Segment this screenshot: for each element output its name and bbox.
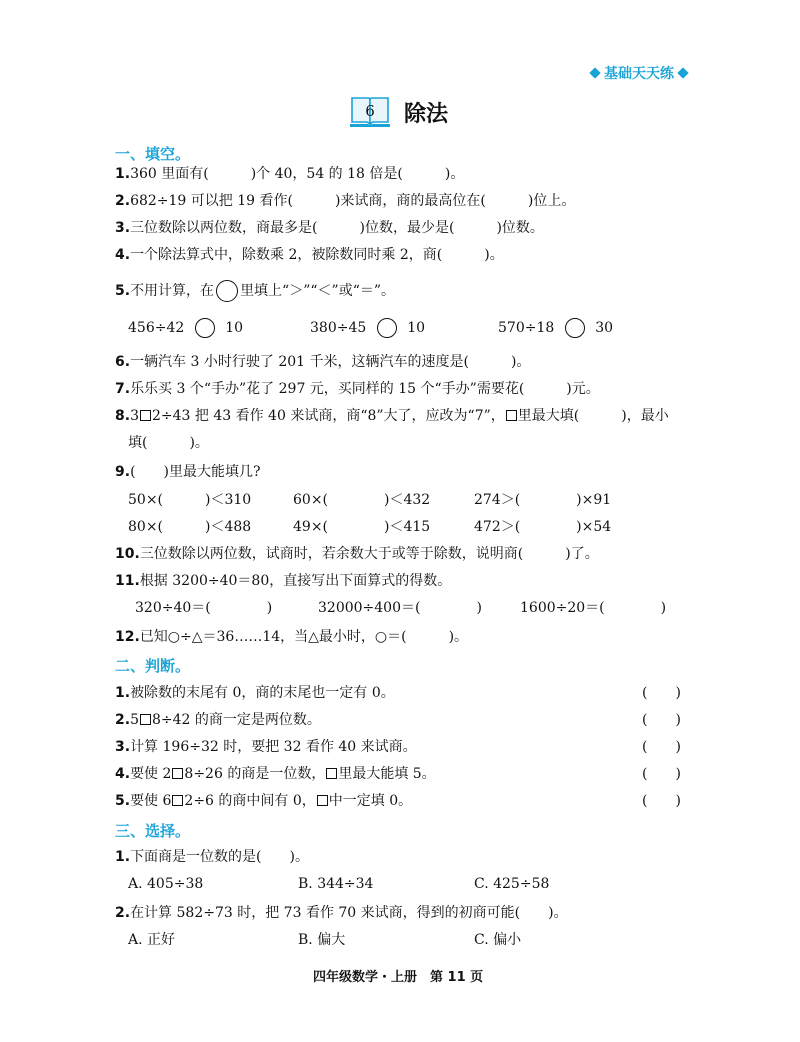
q-text: 一个除法算式中，除数乘 2，被除数同时乘 2，商( )。 [130, 247, 504, 263]
compare-right: 30 [595, 320, 614, 336]
square-blank-icon [140, 714, 151, 725]
square-blank-icon [140, 410, 151, 421]
q-num: 4. [115, 247, 131, 263]
fill-q9 [115, 462, 261, 482]
choice-q1: 1.下面商是一位数的是( )。 [115, 849, 309, 865]
q11-item: 32000÷400＝( ) [318, 600, 482, 616]
q11-item: 320÷40＝( ) [135, 600, 273, 616]
square-blank-icon [172, 795, 183, 806]
compare-right: 10 [407, 320, 426, 336]
fill-q11 [115, 571, 451, 591]
q-text: ( )里最大能填几? [130, 464, 261, 480]
q-num: 10. [115, 546, 140, 562]
choice-option[interactable]: C. 425÷58 [474, 876, 550, 892]
q-num: 8. [115, 408, 131, 424]
compare-right: 10 [225, 320, 244, 336]
fill-q4 [115, 245, 504, 265]
diamond-icon [589, 67, 600, 78]
fill-q8: 8.3 2÷43 把 43 看作 40 来试商，商“8”大了，应改为“7”， 里最大填( )，最小 [115, 408, 669, 424]
judge-answer-paren[interactable]: ( ) [642, 793, 681, 809]
q-text: 三位数除以两位数，商最多是( )位数，最少是( )位数。 [130, 220, 544, 236]
circle-blank-icon [216, 280, 238, 302]
fill-q12 [115, 627, 468, 647]
diamond-icon [677, 67, 688, 78]
fill-q10 [115, 544, 599, 564]
series-badge [586, 62, 692, 84]
q-num: 2. [115, 193, 131, 209]
q-text-b: 里填上“＞”“＜”或“＝”。 [240, 283, 396, 299]
judge-answer-paren[interactable]: ( ) [642, 712, 681, 728]
judge-answer-paren[interactable]: ( ) [642, 766, 681, 782]
choice-q2: 2.在计算 582÷73 时，把 73 看作 70 来试商，得到的初商可能( )。 [115, 905, 568, 921]
book-icon [348, 94, 392, 130]
compare-circle[interactable] [565, 318, 585, 338]
q9-item: 49×( )＜415 [293, 519, 431, 535]
judge-item: 5.要使 6 2÷6 的商中间有 0， 中一定填 0。 [115, 793, 413, 809]
q-text: 360 里面有( )个 40，54 的 18 倍是( )。 [130, 166, 465, 182]
compare-left: 570÷18 [498, 320, 555, 336]
q-text: 682÷19 可以把 19 看作( )来试商，商的最高位在( )位上。 [130, 193, 576, 209]
q-text-a: 不用计算，在 [130, 283, 215, 299]
q9-item: 50×( )＜310 [128, 492, 252, 508]
compare-circle[interactable] [195, 318, 215, 338]
badge-label: 基础天天练 [604, 66, 674, 82]
q9-item: 60×( )＜432 [293, 492, 431, 508]
choice-option[interactable]: C. 偏小 [474, 932, 522, 948]
title-number: 6 [365, 102, 375, 120]
compare-left: 380÷45 [310, 320, 367, 336]
fill-q8-line2: 填( )。 [128, 435, 209, 451]
q-text: 根据 3200÷40＝80，直接写出下面算式的得数。 [139, 573, 452, 589]
q-num: 7. [115, 381, 131, 397]
title-text: 除法 [404, 101, 449, 127]
q-num: 5. [115, 283, 131, 299]
q-num: 12. [115, 629, 140, 645]
q-num: 1. [115, 166, 131, 182]
choice-option[interactable]: B. 344÷34 [298, 876, 374, 892]
square-blank-icon [326, 768, 337, 779]
q-num: 9. [115, 464, 131, 480]
page-title [348, 92, 448, 132]
choice-option[interactable]: A. 405÷38 [128, 876, 204, 892]
q9-item: 274＞( )×91 [474, 492, 612, 508]
q-text: 三位数除以两位数，试商时，若余数大于或等于除数，说明商( )了。 [139, 546, 599, 562]
section-judge-heading: 二、判断。 [115, 657, 191, 675]
judge-item: 1.被除数的末尾有 0，商的末尾也一定有 0。 [115, 685, 395, 701]
q-text: 一辆汽车 3 小时行驶了 201 千米，这辆汽车的速度是( )。 [130, 354, 531, 370]
compare-circle[interactable] [377, 318, 397, 338]
fill-q2 [115, 191, 575, 211]
judge-item: 3.计算 196÷32 时，要把 32 看作 40 来试商。 [115, 739, 417, 755]
choice-option[interactable]: A. 正好 [128, 932, 176, 948]
judge-answer-paren[interactable]: ( ) [642, 685, 681, 701]
square-blank-icon [317, 795, 328, 806]
judge-answer-paren[interactable]: ( ) [642, 739, 681, 755]
q11-item: 1600÷20＝( ) [520, 600, 667, 616]
q-num: 6. [115, 354, 131, 370]
choice-option[interactable]: B. 偏大 [298, 932, 346, 948]
judge-item: 4.要使 2 8÷26 的商是一位数， 里最大能填 5。 [115, 766, 436, 782]
compare-left: 456÷42 [128, 320, 185, 336]
q-num: 11. [115, 573, 140, 589]
q-num: 3. [115, 220, 131, 236]
compare-item [498, 318, 613, 338]
fill-q5 [115, 280, 395, 302]
q-text: 乐乐买 3 个“手办”花了 297 元，买同样的 15 个“手办”需要花( )元。 [130, 381, 600, 397]
q9-item: 472＞( )×54 [474, 519, 612, 535]
page-footer: 四年级数学・上册 第 11 页 [313, 970, 484, 985]
fill-q7 [115, 379, 600, 399]
q-text: 已知○÷△＝36……14，当△最小时，○＝( )。 [139, 629, 469, 645]
judge-item: 2.5 8÷42 的商一定是两位数。 [115, 712, 321, 728]
fill-q6 [115, 352, 530, 372]
section-fill-heading: 一、填空。 [115, 145, 191, 163]
compare-item [310, 318, 425, 338]
q9-item: 80×( )＜488 [128, 519, 252, 535]
section-choice-heading: 三、选择。 [115, 822, 191, 840]
square-blank-icon [172, 768, 183, 779]
square-blank-icon [506, 410, 517, 421]
compare-item [128, 318, 243, 338]
fill-q3 [115, 218, 544, 238]
fill-q1 [115, 164, 464, 184]
